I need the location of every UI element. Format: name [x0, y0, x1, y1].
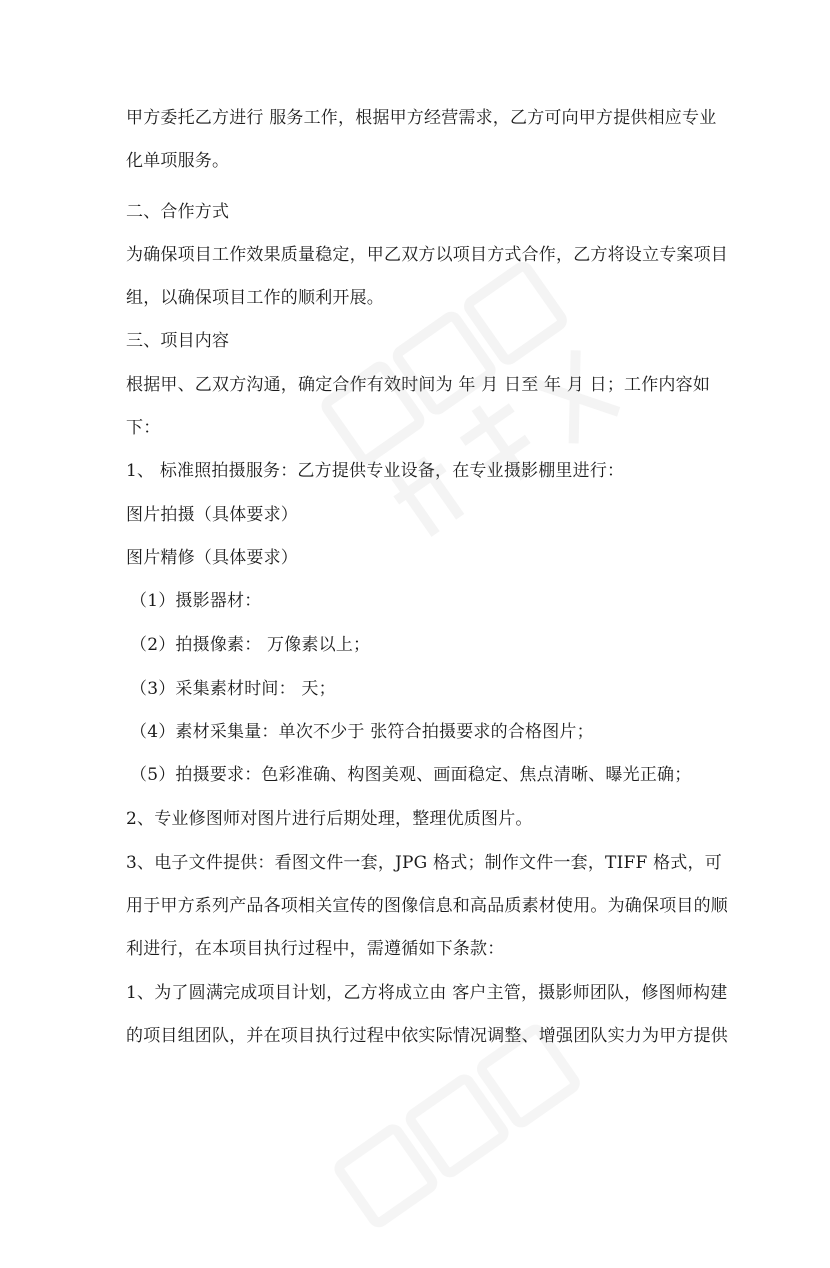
paragraph-line: 利进行，在本项目执行过程中，需遵循如下条款： [126, 939, 505, 959]
paragraph-line: 用于甲方系列产品各项相关宣传的图像信息和高品质素材使用。为确保项目的顺 [126, 896, 728, 916]
list-item: 2、专业修图师对图片进行后期处理，整理优质图片。 [126, 809, 533, 829]
paragraph-line: 的项目组团队，并在项目执行过程中依实际情况调整、增强团队实力为甲方提供 [126, 1026, 728, 1046]
paragraph-line: 1、为了圆满完成项目计划，乙方将成立由 客户主管，摄影师团队，修图师构建 [126, 983, 728, 1003]
paragraph-line: 化单项服务。 [126, 151, 230, 171]
section-heading: 二、合作方式 [126, 202, 230, 222]
list-item: （1）摄影器材： [130, 591, 262, 611]
paragraph-line: 下： [126, 418, 161, 438]
paragraph-line: 3、电子文件提供：看图文件一套，JPG 格式；制作文件一套，TIFF 格式，可 [126, 853, 722, 873]
list-item: （5）拍摄要求：色彩准确、构图美观、画面稳定、焦点清晰、曝光正确； [130, 765, 692, 785]
list-item: 1、 标准照拍摄服务：乙方提供专业设备，在专业摄影棚里进行： [126, 461, 625, 481]
list-item: （3）采集素材时间： 天； [130, 679, 336, 699]
section-heading: 三、项目内容 [126, 331, 230, 351]
paragraph-line: 组，以确保项目工作的顺利开展。 [126, 288, 384, 308]
list-item: （2）拍摄像素： 万像素以上； [130, 635, 371, 655]
list-item: （4）素材采集量：单次不少于 张符合拍摄要求的合格图片； [130, 722, 594, 742]
paragraph-line: 为确保项目工作效果质量稳定，甲乙双方以项目方式合作，乙方将设立专案项目 [126, 245, 728, 265]
paragraph-line: 根据甲、乙双方沟通，确定合作有效时间为 年 月 日至 年 月 日；工作内容如 [126, 375, 711, 395]
paragraph-line: 甲方委托乙方进行 服务工作，根据甲方经营需求，乙方可向甲方提供相应专业 [126, 108, 717, 128]
list-item: 图片拍摄（具体要求） [126, 505, 298, 525]
list-item: 图片精修（具体要求） [126, 548, 298, 568]
